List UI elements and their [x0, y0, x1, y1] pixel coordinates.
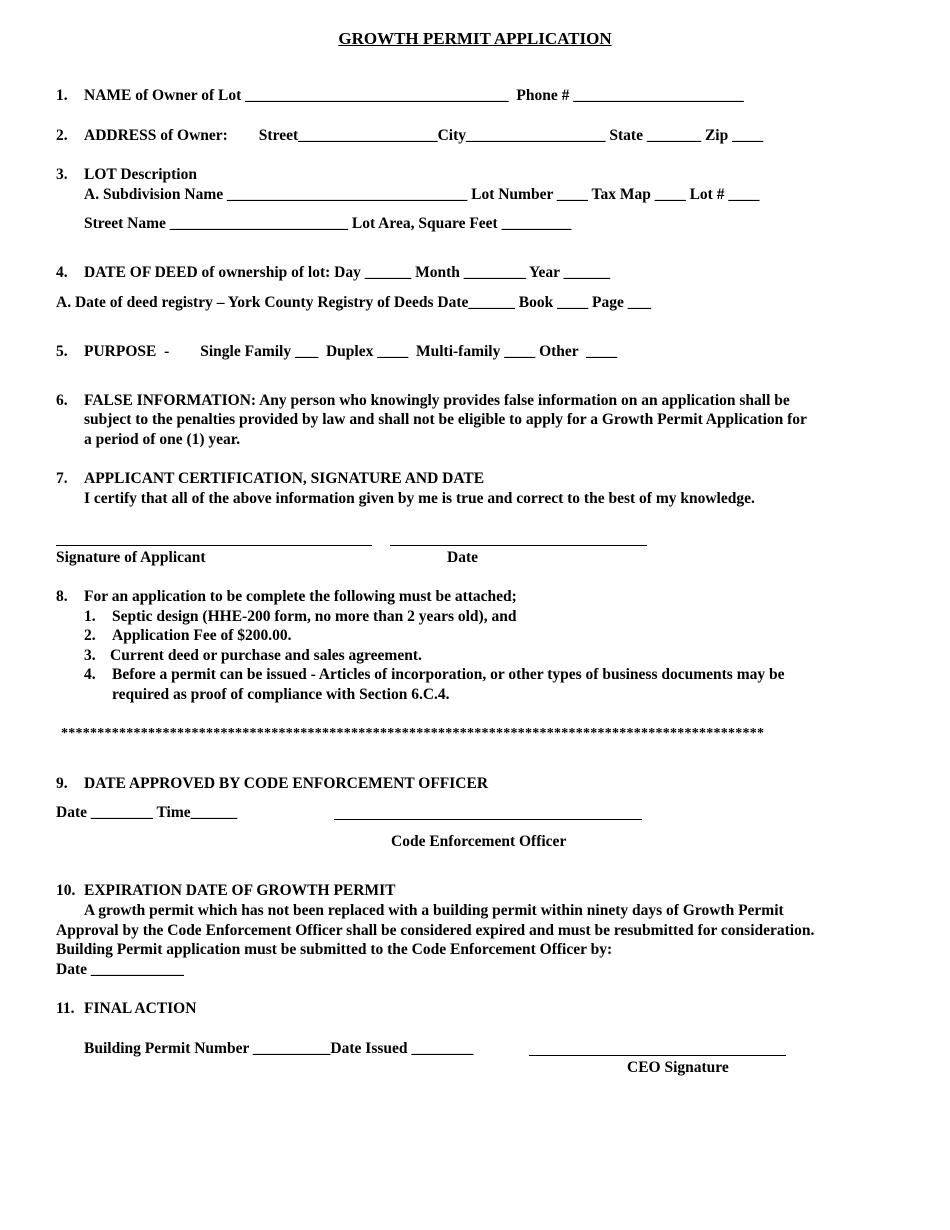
code-enforcement-officer-label: Code Enforcement Officer — [391, 833, 567, 850]
section-9-number: 9. — [56, 775, 68, 792]
purpose-field[interactable]: PURPOSE - Single Family ___ Duplex ____ Multi-family ____ Other ____ — [84, 343, 618, 360]
false-info-line: FALSE INFORMATION: Any person who knowingly provides false information on an application shall be — [84, 392, 790, 409]
final-action-heading: FINAL ACTION — [84, 1000, 197, 1017]
section-2-number: 2. — [56, 127, 68, 144]
subdivision-lot-field[interactable]: A. Subdivision Name _______________________________ Lot Number ____ Tax Map ____ Lot # ____ — [84, 186, 760, 203]
attachments-heading: For an application to be complete the following must be attached; — [84, 588, 517, 605]
false-info-line: a period of one (1) year. — [84, 431, 241, 448]
expiration-date-field[interactable]: Date ____________ — [56, 961, 184, 978]
applicant-date-line[interactable] — [390, 545, 647, 546]
owner-address-field[interactable]: ADDRESS of Owner: Street__________________City__________________ State _______ Zip ____ — [84, 127, 764, 144]
section-1-number: 1. — [56, 87, 68, 104]
attachment-item: Septic design (HHE-200 form, no more than 2 years old), and — [112, 608, 517, 625]
asterisk-separator: ************************************************************************************************* — [61, 726, 765, 741]
attachment-item-number: 3. — [84, 647, 96, 664]
attachment-item-number: 1. — [84, 608, 96, 625]
attachment-item-continuation: required as proof of compliance with Section 6.C.4. — [112, 686, 450, 703]
ceo-signature-line[interactable] — [529, 1055, 786, 1056]
applicant-date-label: Date — [447, 549, 478, 566]
section-4-number: 4. — [56, 264, 68, 281]
attachment-item: Before a permit can be issued - Articles of incorporation, or other types of business documents may be — [112, 666, 785, 683]
attachment-item: Current deed or purchase and sales agreement. — [110, 647, 422, 664]
certification-heading: APPLICANT CERTIFICATION, SIGNATURE AND DATE — [84, 470, 485, 487]
street-lot-area-field[interactable]: Street Name _______________________ Lot Area, Square Feet _________ — [84, 215, 572, 232]
attachment-item-number: 2. — [84, 627, 96, 644]
expiration-text: A growth permit which has not been replaced with a building permit within ninety days of Growth Permit — [84, 902, 784, 919]
expiration-heading: EXPIRATION DATE OF GROWTH PERMIT — [84, 882, 396, 899]
section-11-number: 11. — [56, 1000, 75, 1017]
section-3-number: 3. — [56, 166, 68, 183]
date-of-deed-field[interactable]: DATE OF DEED of ownership of lot: Day ______ Month ________ Year ______ — [84, 264, 611, 281]
ceo-signature-label: CEO Signature — [627, 1059, 729, 1076]
attachment-item: Application Fee of $200.00. — [112, 627, 292, 644]
section-7-number: 7. — [56, 470, 68, 487]
approval-heading: DATE APPROVED BY CODE ENFORCEMENT OFFICER — [84, 775, 489, 792]
false-info-line: subject to the penalties provided by law and shall not be eligible to apply for a Growth Permit Application for — [84, 411, 807, 428]
page-title: GROWTH PERMIT APPLICATION — [338, 29, 612, 48]
expiration-text: Approval by the Code Enforcement Officer shall be considered expired and must be resubmitted for consideration. — [56, 922, 815, 939]
certification-text: I certify that all of the above information given by me is true and correct to the best of my knowledge. — [84, 490, 755, 507]
section-6-number: 6. — [56, 392, 68, 409]
officer-signature-line[interactable] — [334, 819, 642, 820]
attachment-item-number: 4. — [84, 666, 96, 683]
signature-of-applicant-label: Signature of Applicant — [56, 549, 206, 566]
approval-date-time-field[interactable]: Date ________ Time______ — [56, 804, 238, 821]
applicant-signature-line[interactable] — [56, 545, 372, 546]
section-10-number: 10. — [56, 882, 76, 899]
section-8-number: 8. — [56, 588, 68, 605]
section-5-number: 5. — [56, 343, 68, 360]
deed-registry-field[interactable]: A. Date of deed registry – York County Registry of Deeds Date______ Book ____ Page ___ — [56, 294, 651, 311]
building-permit-field[interactable]: Building Permit Number __________Date Issued ________ — [84, 1040, 474, 1057]
lot-description-heading: LOT Description — [84, 166, 197, 183]
owner-name-phone-field[interactable]: NAME of Owner of Lot __________________________________ Phone # ______________________ — [84, 87, 744, 104]
expiration-text: Building Permit application must be submitted to the Code Enforcement Officer by: — [56, 941, 613, 958]
